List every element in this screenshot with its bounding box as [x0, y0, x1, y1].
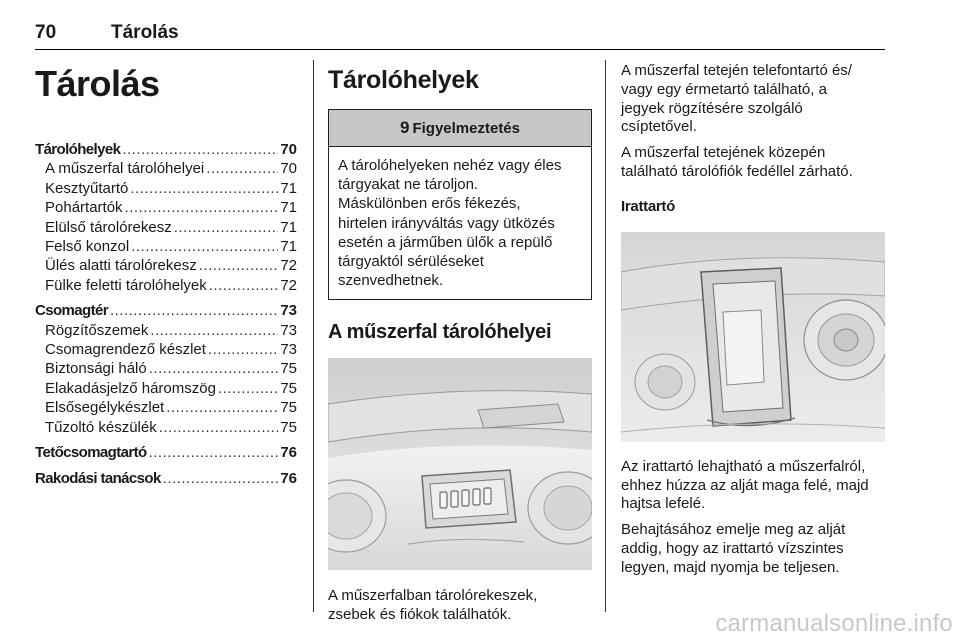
text-line: Behajtásához emelje meg az alját	[621, 521, 846, 539]
paragraph-lidded-drawer	[621, 144, 885, 182]
toc-label: Tárolóhelyek	[35, 141, 121, 158]
toc-leader-dots	[150, 321, 278, 340]
warning-header	[329, 110, 591, 147]
toc-leader-dots	[110, 301, 278, 320]
paragraph-phone-holder	[621, 62, 885, 137]
toc-entry[interactable]	[35, 359, 297, 378]
table-of-contents	[35, 140, 297, 488]
toc-page-number: 70	[280, 141, 297, 158]
toc-label: Elülső tárolórekesz	[45, 218, 172, 236]
toc-leader-dots	[209, 276, 279, 295]
toc-label: Rakodási tanácsok	[35, 469, 161, 487]
toc-page-number: 72	[280, 257, 297, 275]
toc-page-number: 76	[280, 444, 297, 462]
toc-label: Biztonsági háló	[45, 360, 147, 378]
section-title: Tárolóhelyek	[328, 66, 479, 94]
warning-box	[328, 109, 592, 300]
toc-page-number: 70	[280, 160, 297, 178]
toc-page-number: 71	[280, 179, 297, 197]
toc-label: Fülke feletti tárolóhelyek	[45, 276, 207, 294]
toc-page-number: 73	[280, 302, 297, 320]
warning-line: szenvedhetnek.	[338, 272, 444, 290]
toc-page-number: 73	[280, 321, 297, 339]
toc-page-number: 75	[280, 360, 297, 378]
toc-page-number: 71	[280, 238, 297, 256]
toc-page-number: 73	[280, 341, 297, 359]
warning-icon: 9	[399, 118, 410, 137]
toc-entry[interactable]	[35, 198, 297, 217]
toc-entry[interactable]	[35, 218, 297, 237]
paragraph-fold-out	[621, 458, 885, 514]
toc-entry[interactable]	[35, 443, 297, 462]
figure-caption	[328, 586, 592, 624]
document-holder-illustration	[621, 232, 885, 442]
warning-text	[329, 147, 591, 299]
toc-label: Tetőcsomagtartó	[35, 444, 147, 462]
toc-label: Tűzoltó készülék	[45, 418, 157, 436]
text-line: ehhez húzza az alját maga felé, majd	[621, 476, 869, 494]
toc-entry[interactable]	[35, 256, 297, 275]
text-line: vagy egy érmetartó található, a	[621, 80, 827, 98]
toc-entry[interactable]	[35, 179, 297, 198]
text-line: jegyek rögzítésére szolgáló	[621, 99, 803, 117]
toc-entry[interactable]	[35, 398, 297, 417]
toc-leader-dots	[218, 379, 278, 398]
chapter-title: Tárolás	[35, 63, 160, 104]
toc-entry[interactable]	[35, 418, 297, 437]
toc-leader-dots	[159, 418, 279, 437]
header-rule	[35, 49, 885, 50]
toc-page-number: 75	[280, 399, 297, 417]
text-line: Az irattartó lehajtható a műszerfalról,	[621, 457, 866, 475]
warning-title: Figyelmeztetés	[412, 119, 520, 137]
watermark: carmanualsonline.info	[715, 610, 953, 637]
toc-column	[35, 62, 297, 488]
warning-line: tárgyaktól sérüléseket	[338, 253, 484, 271]
toc-label: Pohártartók	[45, 199, 123, 217]
toc-label: Rögzítőszemek	[45, 321, 149, 339]
right-column	[621, 62, 885, 585]
toc-leader-dots	[163, 469, 279, 488]
toc-label: Ülés alatti tárolórekesz	[45, 257, 197, 275]
toc-leader-dots	[149, 443, 279, 462]
page-number: 70	[35, 22, 57, 43]
toc-entry[interactable]	[35, 469, 297, 488]
toc-label: Csomagtér	[35, 302, 108, 320]
subsection-title: A műszerfal tárolóhelyei	[328, 321, 552, 344]
text-line: hajtsa lefelé.	[621, 495, 706, 513]
warning-line: tárgyakat ne tároljon.	[338, 176, 479, 194]
toc-leader-dots	[122, 140, 278, 159]
subheading-document-holder: Irattartó	[621, 197, 675, 215]
text-line: A műszerfal tetején telefontartó és/	[621, 62, 852, 79]
toc-entry[interactable]	[35, 276, 297, 295]
dashboard-storage-illustration	[328, 358, 592, 570]
toc-label: Elakadásjelző háromszög	[45, 379, 216, 397]
warning-line: A tárolóhelyeken nehéz vagy éles	[338, 157, 562, 174]
toc-label: Elsősegélykészlet	[45, 399, 165, 417]
text-line: csíptetővel.	[621, 118, 697, 136]
toc-entry[interactable]	[35, 340, 297, 359]
toc-label: A műszerfal tárolóhelyei	[45, 160, 205, 178]
toc-leader-dots	[149, 359, 279, 378]
toc-label: Felső konzol	[45, 238, 130, 256]
toc-page-number: 71	[280, 218, 297, 236]
toc-leader-dots	[131, 237, 278, 256]
toc-page-number: 75	[280, 418, 297, 436]
warning-line: Máskülönben erős fékezés,	[338, 195, 521, 213]
toc-entry[interactable]	[35, 321, 297, 340]
warning-line: hirtelen irányváltás vagy ütközés	[338, 214, 555, 232]
toc-leader-dots	[208, 340, 278, 359]
toc-label: Csomagrendező készlet	[45, 341, 206, 359]
text-line: található tárolófiók fedéllel zárható.	[621, 162, 853, 180]
toc-entry[interactable]	[35, 301, 297, 320]
toc-entry[interactable]	[35, 159, 297, 178]
toc-label: Kesztyűtartó	[45, 179, 129, 197]
toc-page-number: 75	[280, 379, 297, 397]
toc-page-number: 71	[280, 199, 297, 217]
toc-leader-dots	[199, 256, 279, 275]
running-title: Tárolás	[111, 22, 179, 43]
toc-leader-dots	[125, 198, 279, 217]
text-line: A műszerfal tetejének közepén	[621, 144, 826, 162]
column-divider	[313, 60, 314, 612]
toc-entry[interactable]	[35, 237, 297, 256]
toc-page-number: 72	[280, 276, 297, 294]
caption-line: zsebek és fiókok találhatók.	[328, 606, 512, 624]
page-header	[35, 22, 885, 50]
toc-leader-dots	[166, 398, 278, 417]
middle-column	[328, 62, 592, 624]
warning-line: esetén a járműben ülők a repülő	[338, 233, 553, 251]
text-line: addig, hogy az irattartó vízszintes	[621, 539, 844, 557]
toc-entry[interactable]	[35, 140, 297, 159]
column-divider	[605, 60, 606, 612]
toc-page-number: 76	[280, 469, 297, 487]
toc-leader-dots	[130, 179, 278, 198]
toc-entry[interactable]	[35, 379, 297, 398]
toc-leader-dots	[174, 218, 279, 237]
paragraph-fold-in	[621, 521, 885, 577]
caption-line: A műszerfalban tárolórekeszek,	[328, 587, 538, 605]
toc-leader-dots	[206, 159, 278, 178]
text-line: legyen, majd nyomja be teljesen.	[621, 558, 840, 576]
